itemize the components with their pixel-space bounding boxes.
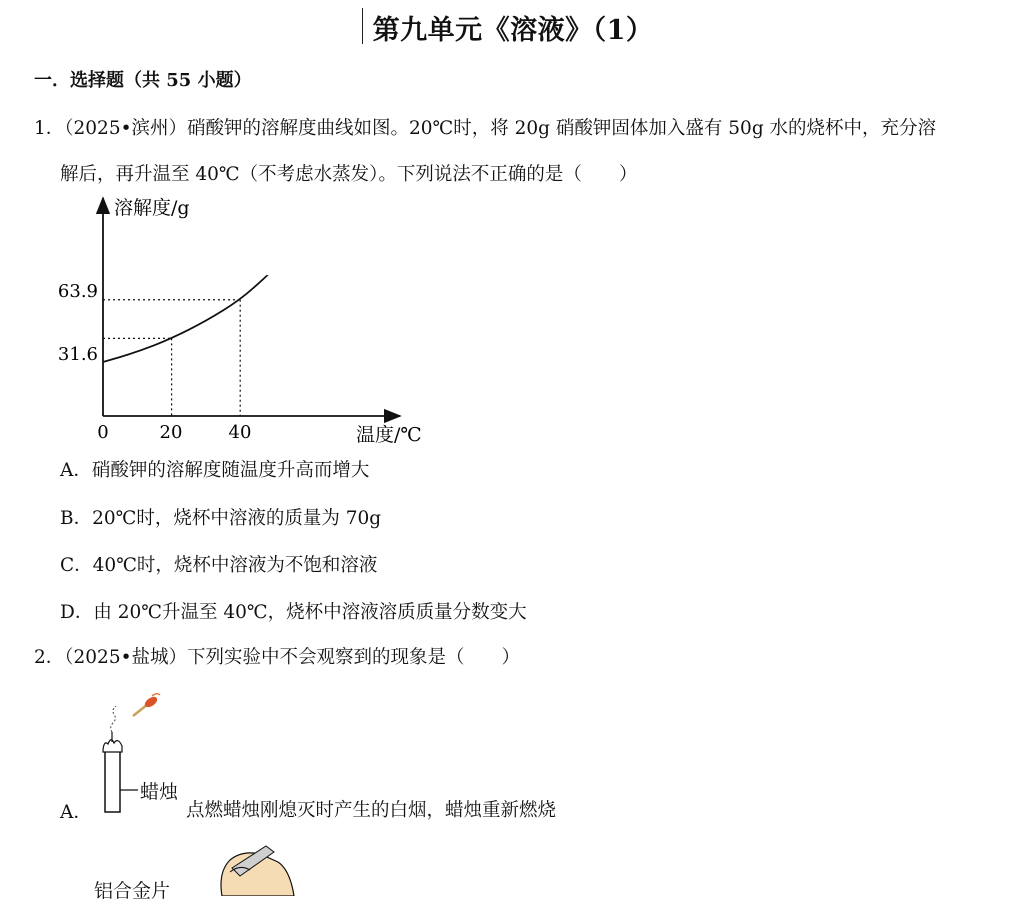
- x-tick-0: 0: [97, 422, 109, 443]
- question-1-option-a: A．硝酸钾的溶解度随温度升高而增大: [60, 460, 370, 481]
- y-axis-label: 溶解度/g: [114, 197, 190, 219]
- question-1-stem-line1: 1．（2025•滨州）硝酸钾的溶解度曲线如图。20℃时，将 20g 硝酸钾固体加入盛有 50g 水的烧杯中，充分溶: [34, 118, 937, 139]
- foil-label: 铝合金片: [94, 880, 171, 902]
- question-1-option-c: C．40℃时，烧杯中溶液为不饱和溶液: [60, 555, 378, 576]
- section-heading: 一．选择题（共 55 小题）: [34, 70, 252, 91]
- x-tick-40: 40: [228, 422, 252, 443]
- candle-label: 蜡烛: [140, 781, 179, 803]
- solubility-chart: [50, 190, 450, 450]
- x-axis-label: 温度/℃: [356, 424, 422, 446]
- question-1-stem-line2: 解后，再升温至 40℃（不考虑水蒸发）。下列说法不正确的是（ ）: [60, 164, 638, 185]
- question-2-option-a-letter: A．: [60, 802, 92, 823]
- page-title: 第九单元《溶液》（1）: [372, 15, 654, 46]
- text-cursor: [362, 8, 363, 44]
- y-tick-31-6: 31.6: [57, 344, 98, 365]
- question-1-option-d: D．由 20℃升温至 40℃，烧杯中溶液溶质质量分数变大: [60, 602, 527, 623]
- question-2-option-a-text: 点燃蜡烛刚熄灭时产生的白烟，蜡烛重新燃烧: [186, 800, 557, 821]
- question-1-option-b: B．20℃时，烧杯中溶液的质量为 70g: [60, 508, 382, 529]
- y-tick-63-9: 63.9: [57, 281, 98, 302]
- solubility-curve: [103, 275, 268, 362]
- question-2-stem: 2．（2025•盐城）下列实验中不会观察到的现象是（ ）: [34, 647, 521, 668]
- x-tick-20: 20: [159, 422, 183, 443]
